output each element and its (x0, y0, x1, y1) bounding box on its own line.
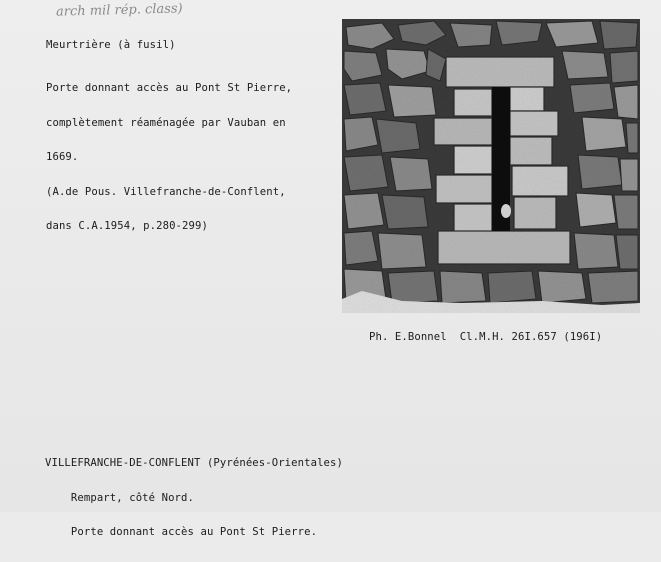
loophole-photo-graphic (342, 19, 640, 313)
location-line: Porte donnant accès au Pont St Pierre. (45, 526, 318, 538)
location-line: Rempart, côté Nord. (45, 491, 194, 504)
record-title: Meurtrière (à fusil) (46, 39, 176, 51)
location-line: VILLEFRANCHE-DE-CONFLENT (Pyrénées-Orientales) (45, 457, 343, 469)
record-description (46, 60, 292, 256)
description-line: complètement réaménagée par Vauban en (46, 116, 286, 129)
description-line: dans C.A.1954, p.280-299) (46, 220, 208, 232)
description-line: 1669. (46, 151, 79, 163)
location-caption (45, 435, 343, 562)
photo-credit: Ph. E.Bonnel Cl.M.H. 26I.657 (196I) (369, 331, 603, 343)
handwritten-annotation: arch mil rép. class) (55, 1, 183, 20)
description-line: Porte donnant accès au Pont St Pierre, (46, 82, 293, 94)
description-line: (A.de Pous. Villefranche-de-Conflent, (46, 185, 286, 198)
photograph-loophole (342, 19, 640, 313)
